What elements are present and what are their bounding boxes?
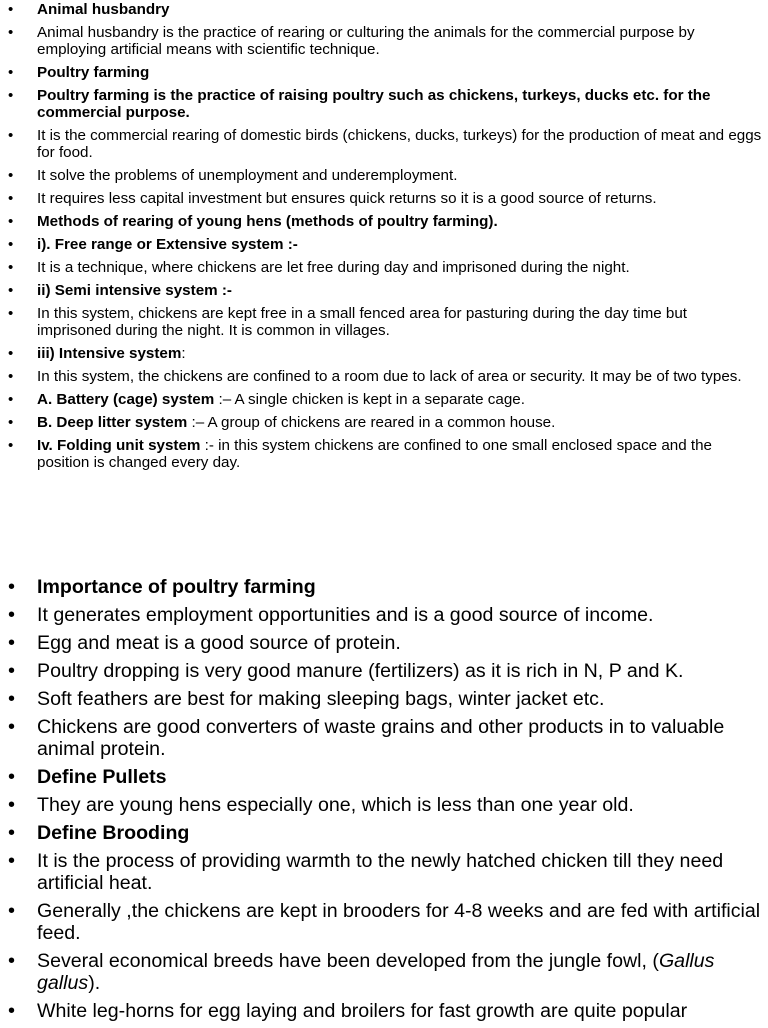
bullet-icon: • (8, 716, 16, 738)
list-item-text: In this system, chickens are kept free in a small fenced area for pasturing during the day time but imprisoned during the night. It is common in villages. (37, 305, 688, 339)
heading-methods: Methods of rearing of young hens (methods of poultry farming). (37, 213, 498, 230)
bullet-icon: • (8, 345, 14, 362)
list-item (0, 167, 768, 184)
heading-define-pullets: Define Pullets (37, 766, 167, 788)
list-item (0, 950, 768, 994)
list-item-text: It is the commercial rearing of domestic birds (chickens, ducks, turkeys) for the production of meat and eggs for food. (37, 127, 762, 161)
term-deep-litter-system: B. Deep litter system (37, 414, 188, 431)
bullet-icon: • (8, 305, 14, 322)
bullet-list (0, 576, 768, 1022)
list-item (0, 766, 768, 788)
bullet-icon: • (8, 213, 14, 230)
bullet-icon: • (8, 576, 16, 598)
bullet-icon: • (8, 900, 16, 922)
heading-importance: Importance of poultry farming (37, 576, 316, 598)
list-item-text: :– A group of chickens are reared in a common house. (187, 414, 556, 431)
bullet-icon: • (8, 1, 14, 18)
list-item (0, 345, 768, 362)
bullet-icon: • (8, 236, 14, 253)
bullet-icon: • (8, 127, 14, 144)
list-item-text: It is a technique, where chickens are let free during day and imprisoned during the night. (37, 259, 630, 276)
list-item-text: Poultry dropping is very good manure (fertilizers) as it is rich in N, P and K. (37, 660, 684, 682)
bullet-icon: • (8, 391, 14, 408)
list-item-text: It is the process of providing warmth to the newly hatched chicken till they need artificial heat. (37, 850, 724, 894)
bullet-icon: • (8, 766, 16, 788)
list-item (0, 213, 768, 230)
list-item-text: Several economical breeds have been developed from the jungle fowl, ( (37, 950, 659, 972)
heading-define-brooding: Define Brooding (37, 822, 190, 844)
bullet-icon: • (8, 259, 14, 276)
list-item (0, 87, 768, 121)
list-item (0, 632, 768, 654)
list-item-text: It requires less capital investment but ensures quick returns so it is a good source of returns. (37, 190, 657, 207)
list-item-text: Poultry farming is the practice of raising poultry such as chickens, turkeys, ducks etc. for the commercial purpose. (37, 87, 711, 121)
bullet-icon: • (8, 282, 14, 299)
list-item-text: Soft feathers are best for making sleeping bags, winter jacket etc. (37, 688, 605, 710)
bullet-icon: • (8, 950, 16, 972)
list-item (0, 391, 768, 408)
list-item-text: : (181, 345, 186, 362)
list-item-text: ). (88, 972, 101, 994)
bullet-icon: • (8, 822, 16, 844)
list-item (0, 660, 768, 682)
heading-animal-husbandry: Animal husbandry (37, 1, 170, 18)
list-item (0, 190, 768, 207)
bullet-icon: • (8, 604, 16, 626)
list-item-text: In this system, the chickens are confined to a room due to lack of area or security. It may be of two types. (37, 368, 742, 385)
bullet-icon: • (8, 794, 16, 816)
list-item-text: :– A single chicken is kept in a separate cage. (214, 391, 525, 408)
bullet-icon: • (8, 167, 14, 184)
bullet-icon: • (8, 632, 16, 654)
bullet-icon: • (8, 1000, 16, 1022)
bullet-icon: • (8, 190, 14, 207)
list-item (0, 850, 768, 894)
heading-free-range: i). Free range or Extensive system :- (37, 236, 298, 253)
list-item-text: Egg and meat is a good source of protein. (37, 632, 401, 654)
list-item-text: Animal husbandry is the practice of rearing or culturing the animals for the commercial purpose by employing artificial means with scientific technique. (37, 24, 695, 58)
list-item (0, 127, 768, 161)
list-item (0, 64, 768, 81)
list-item (0, 368, 768, 385)
list-item (0, 1000, 768, 1022)
heading-poultry-farming: Poultry farming (37, 64, 150, 81)
list-item (0, 822, 768, 844)
bullet-list (0, 1, 768, 471)
heading-intensive: iii) Intensive system (37, 345, 182, 362)
list-item (0, 576, 768, 598)
list-item-text: White leg-horns for egg laying and broilers for fast growth are quite popular (37, 1000, 688, 1022)
list-item (0, 414, 768, 431)
list-item (0, 688, 768, 710)
notes-slide-poultry-methods (0, 1, 768, 477)
list-item (0, 282, 768, 299)
bullet-icon: • (8, 414, 14, 431)
bullet-icon: • (8, 660, 16, 682)
bullet-icon: • (8, 24, 14, 41)
list-item (0, 305, 768, 339)
list-item (0, 236, 768, 253)
bullet-icon: • (8, 87, 14, 104)
bullet-icon: • (8, 64, 14, 81)
list-item (0, 716, 768, 760)
bullet-icon: • (8, 437, 14, 454)
term-battery-system: A. Battery (cage) system (37, 391, 215, 408)
bullet-icon: • (8, 688, 16, 710)
list-item (0, 900, 768, 944)
term-folding-unit-system: Iv. Folding unit system (37, 437, 201, 454)
list-item-text: They are young hens especially one, which is less than one year old. (37, 794, 634, 816)
list-item (0, 1, 768, 18)
list-item-text: It generates employment opportunities and is a good source of income. (37, 604, 654, 626)
bullet-icon: • (8, 850, 16, 872)
list-item-text: :- in this system chickens are confined to one small enclosed space and the position is changed every day. (37, 437, 713, 471)
list-item-text: Chickens are good converters of waste grains and other products in to valuable animal protein. (37, 716, 725, 760)
list-item (0, 604, 768, 626)
species-name: Gallus gallus (37, 950, 715, 994)
list-item (0, 24, 768, 58)
bullet-icon: • (8, 368, 14, 385)
notes-slide-poultry-importance (0, 576, 768, 1028)
list-item (0, 437, 768, 471)
list-item-text: Generally ,the chickens are kept in brooders for 4-8 weeks and are fed with artificial feed. (37, 900, 761, 944)
list-item-text: It solve the problems of unemployment and underemployment. (37, 167, 458, 184)
heading-semi-intensive: ii) Semi intensive system :- (37, 282, 232, 299)
list-item (0, 794, 768, 816)
list-item (0, 259, 768, 276)
